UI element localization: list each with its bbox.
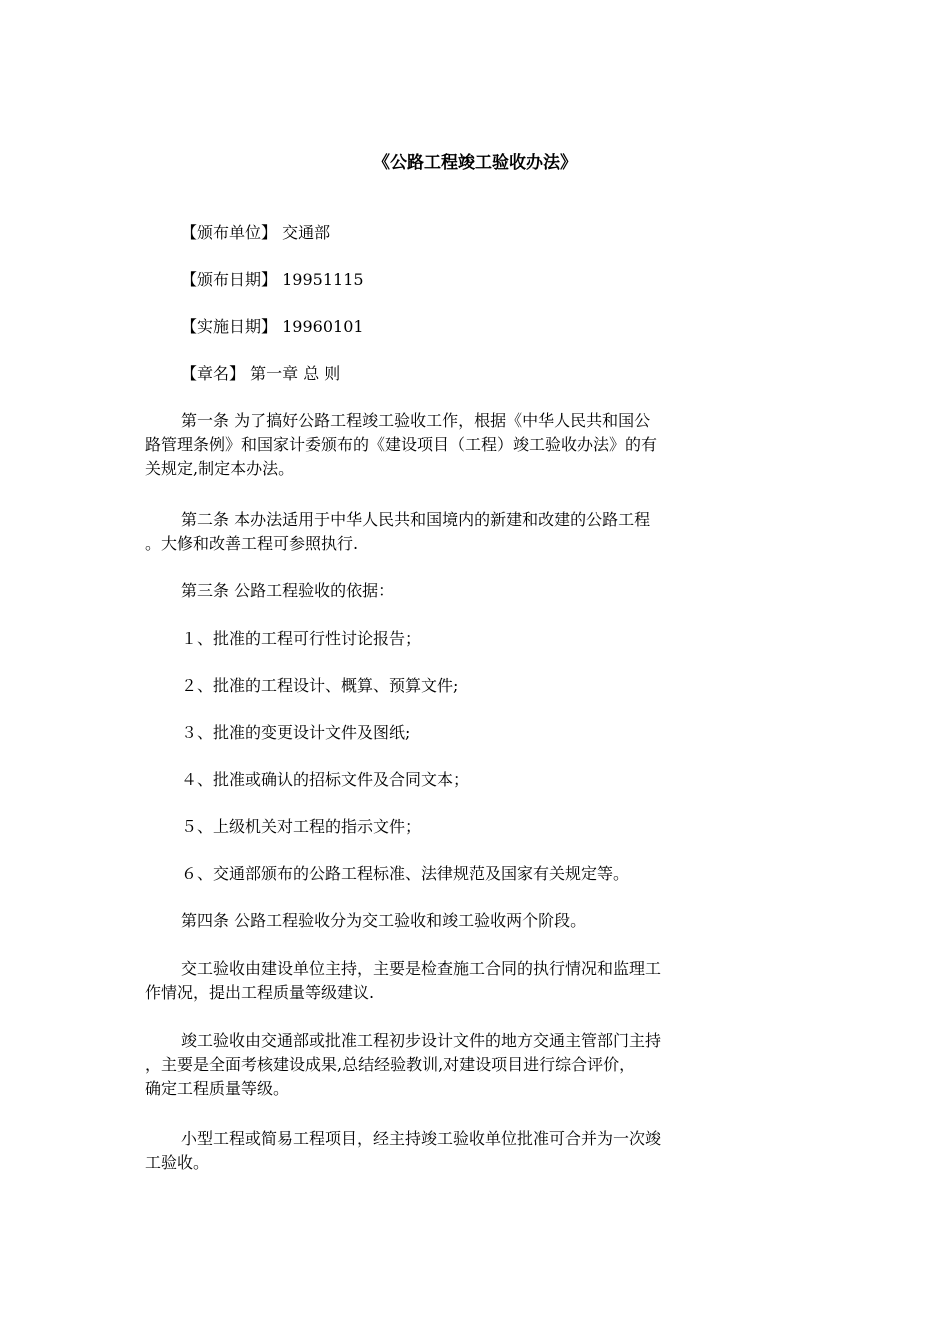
article-1 [145, 409, 760, 481]
document-title: 《公路工程竣工验收办法》 [373, 153, 577, 173]
paragraph-line: ４、批准或确认的招标文件及合同文本； [181, 770, 470, 789]
paragraph-line: 。大修和改善工程可参照执行. [145, 534, 359, 553]
paragraph-line: ３、批准的变更设计文件及图纸; [181, 723, 411, 742]
meta-value: 19960101 [282, 317, 364, 336]
meta-effective-date [145, 315, 796, 339]
article-3 [145, 579, 760, 603]
paragraph-line: 第一条 为了搞好公路工程竣工验收工作，根据《中华人民共和国公 [181, 411, 651, 430]
meta-value: 交通部 [282, 223, 331, 242]
meta-issuer [145, 221, 796, 245]
paragraph-completion-acceptance [145, 1029, 760, 1101]
article-4 [145, 909, 760, 933]
list-item [145, 862, 760, 886]
paragraph-line: ，主要是全面考核建设成果,总结经验教训,对建设项目进行综合评价， [145, 1055, 636, 1074]
paragraph-line: 确定工程质量等级。 [145, 1079, 290, 1098]
paragraph-line: 作情况，提出工程质量等级建议. [145, 983, 375, 1002]
meta-value: 第一章 总 则 [250, 364, 341, 383]
paragraph-line: ２、批准的工程设计、概算、预算文件; [181, 676, 459, 695]
article-2 [145, 508, 760, 556]
meta-label: 【颁布日期】 [181, 270, 278, 289]
paragraph-line: 小型工程或简易工程项目，经主持竣工验收单位批准可合并为一次竣 [181, 1129, 662, 1148]
list-item [145, 815, 760, 839]
paragraph-line: 第二条 本办法适用于中华人民共和国境内的新建和改建的公路工程 [181, 510, 651, 529]
meta-value: 19951115 [282, 270, 364, 289]
paragraph-handover-acceptance [145, 957, 760, 1005]
meta-label: 【章名】 [181, 364, 246, 383]
paragraph-line: 第三条 公路工程验收的依据： [181, 581, 395, 600]
list-item [145, 721, 760, 745]
meta-issue-date [145, 268, 796, 292]
paragraph-line: 第四条 公路工程验收分为交工验收和竣工验收两个阶段。 [181, 911, 587, 930]
paragraph-small-projects [145, 1127, 760, 1175]
paragraph-line: 交工验收由建设单位主持，主要是检查施工合同的执行情况和监理工 [181, 959, 662, 978]
list-item [145, 674, 760, 698]
paragraph-line: １、批准的工程可行性讨论报告； [181, 629, 422, 648]
meta-label: 【颁布单位】 [181, 223, 278, 242]
meta-label: 【实施日期】 [181, 317, 278, 336]
paragraph-line: ５、上级机关对工程的指示文件； [181, 817, 422, 836]
meta-chapter [145, 362, 796, 386]
paragraph-line: 工验收。 [145, 1153, 210, 1172]
paragraph-line: ６、交通部颁布的公路工程标准、法律规范及国家有关规定等。 [181, 864, 630, 883]
list-item [145, 768, 760, 792]
paragraph-line: 路管理条例》和国家计委颁布的《建设项目（工程）竣工验收办法》的有 [145, 435, 658, 454]
paragraph-line: 竣工验收由交通部或批准工程初步设计文件的地方交通主管部门主持 [181, 1031, 662, 1050]
paragraph-line: 关规定,制定本办法。 [145, 459, 295, 478]
list-item [145, 627, 760, 651]
